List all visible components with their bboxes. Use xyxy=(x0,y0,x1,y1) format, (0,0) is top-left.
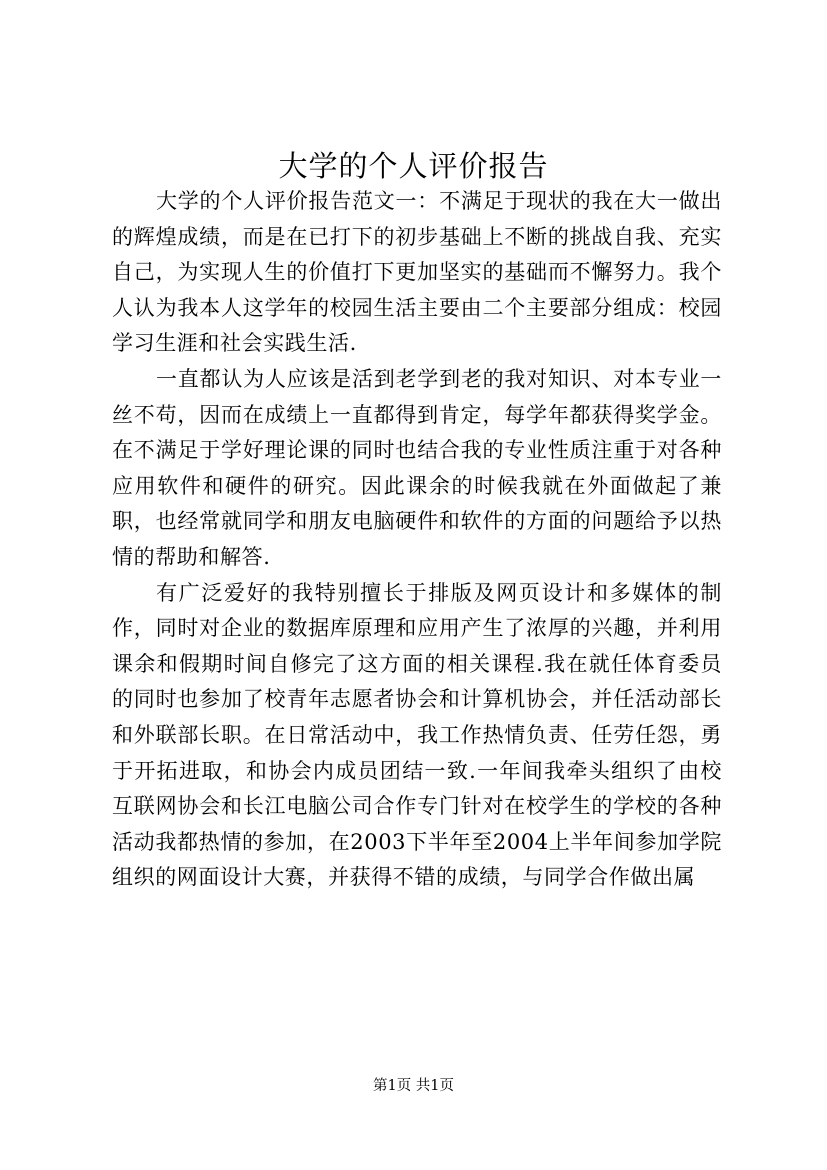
paragraph-3: 有广泛爱好的我特别擅长于排版及网页设计和多媒体的制作，同时对企业的数据库原理和应用产生了浓厚的兴趣，并利用课余和假期时间自修完了这方面的相关课程.我在就任体育委员的同时也参加了校青年志愿者协会和计算机协会，并任活动部长和外联部长职。在日常活动中，我工作热情负责、任劳任怨，勇于开拓进取，和协会内成员团结一致.一年间我牵头组织了由校互联网协会和长江电脑公司合作专门针对在校学生的学校的各种活动我都热情的参加，在2003下半年至2004上半年间参加学院组织的网面设计大赛，并获得不错的成绩，与同学合作做出属 xyxy=(112,580,722,890)
page-footer: 第1页 共1页 xyxy=(372,1078,455,1094)
paragraph-1: 大学的个人评价报告范文一：不满足于现状的我在大一做出的辉煌成绩，而是在已打下的初步基础上不断的挑战自我、充实自己，为实现人生的价值打下更加坚实的基础而不懈努力。我个人认为我本人这学年的校园生活主要由二个主要部分组成：校园学习生涯和社会实践生活. xyxy=(112,189,722,356)
document-title: 大学的个人评价报告 xyxy=(278,149,549,183)
document-body xyxy=(112,184,722,896)
paragraph-2: 一直都认为人应该是活到老学到老的我对知识、对本专业一丝不苟，因而在成绩上一直都得到肯定，每学年都获得奖学金。在不满足于学好理论课的同时也结合我的专业性质注重于对各种应用软件和硬件的研究。因此课余的时候我就在外面做起了兼职，也经常就同学和朋友电脑硬件和软件的方面的问题给予以热情的帮助和解答. xyxy=(112,366,722,569)
